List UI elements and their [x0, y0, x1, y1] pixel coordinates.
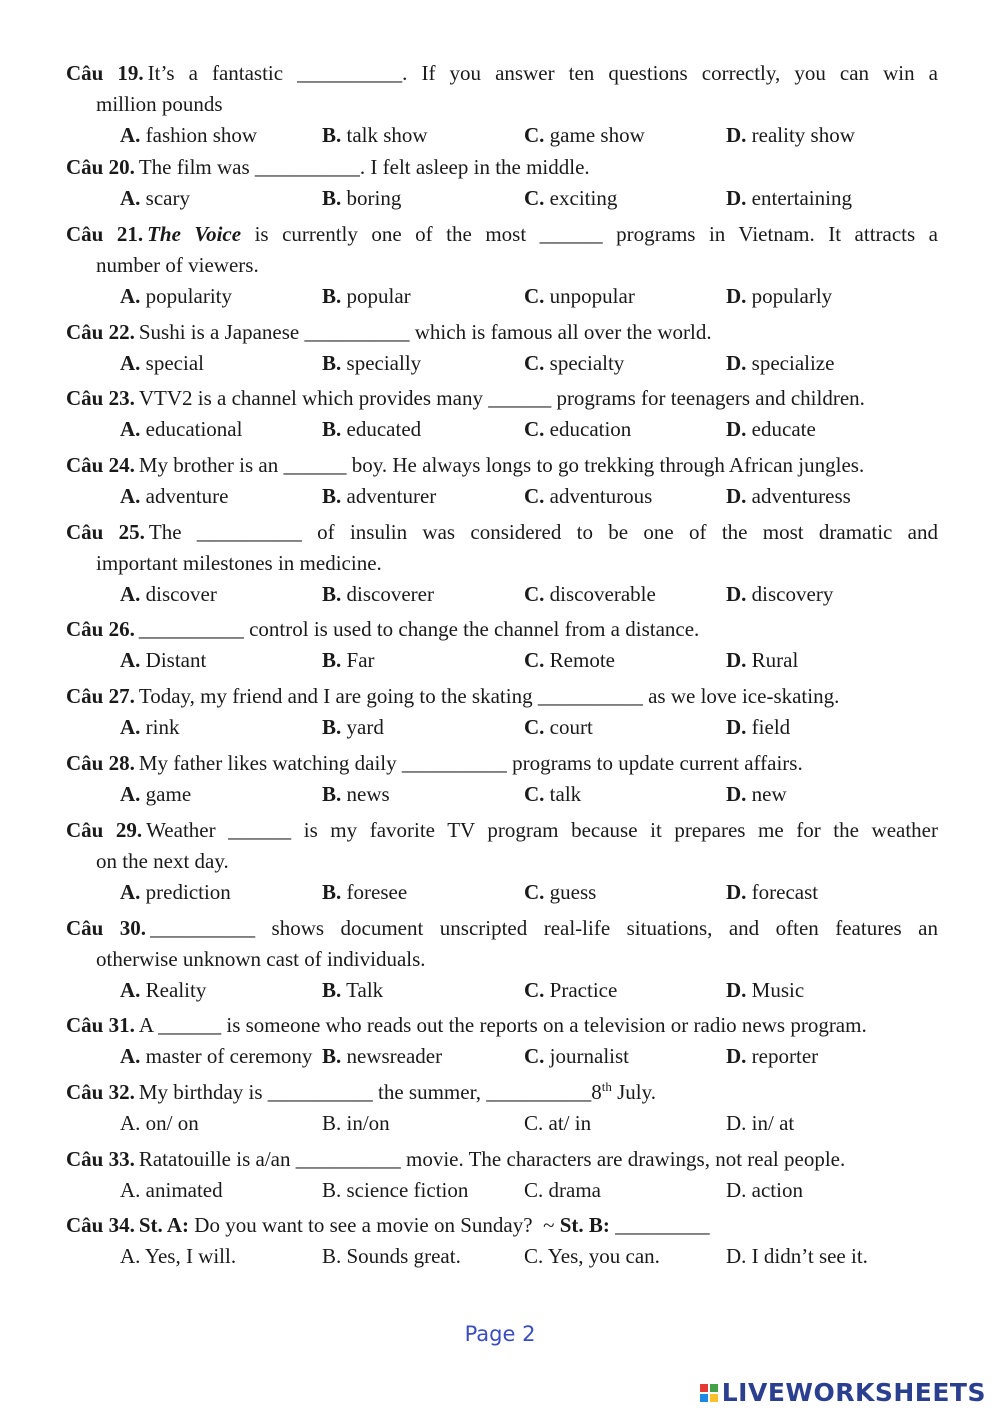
option-letter: A.	[120, 880, 141, 904]
option-letter: B.	[322, 186, 342, 210]
option-text: forecast	[751, 880, 819, 904]
question-29	[66, 815, 938, 908]
answer-options	[66, 348, 938, 379]
question-text-tail: July.	[611, 1080, 657, 1104]
option-a[interactable]	[120, 481, 322, 512]
option-text: scary	[145, 186, 190, 210]
option-letter: C.	[524, 484, 545, 508]
option-d[interactable]	[726, 579, 928, 610]
question-stem	[66, 913, 938, 944]
program-title-text: The Voice	[147, 222, 242, 246]
option-letter: A.	[120, 978, 141, 1002]
option-text: Reality	[145, 978, 207, 1002]
option-c[interactable]	[524, 1041, 726, 1072]
question-34	[66, 1210, 938, 1272]
option-text: master of ceremony	[145, 1044, 313, 1068]
option-text: new	[751, 782, 787, 806]
answer-options	[66, 877, 938, 908]
option-d[interactable]	[726, 1108, 928, 1139]
question-number: Câu 25.	[66, 520, 145, 544]
option-text: unpopular	[549, 284, 635, 308]
option-letter: A.	[120, 648, 141, 672]
option-letter: B.	[322, 417, 342, 441]
option-text: foresee	[346, 880, 408, 904]
option-c[interactable]	[524, 281, 726, 312]
option-b[interactable]	[322, 877, 524, 908]
option-text: specialize	[751, 351, 835, 375]
option-letter: C.	[524, 648, 545, 672]
option-b[interactable]	[322, 481, 524, 512]
option-letter: D.	[726, 582, 747, 606]
option-text: C. Yes, you can.	[524, 1244, 660, 1268]
question-stem	[66, 219, 938, 250]
option-letter: B.	[322, 880, 342, 904]
question-number: Câu 32.	[66, 1080, 135, 1104]
option-letter: B.	[322, 1044, 342, 1068]
option-letter: C.	[524, 186, 545, 210]
question-number: Câu 30.	[66, 916, 147, 940]
option-text: adventure	[145, 484, 229, 508]
answer-options	[66, 975, 938, 1006]
option-a[interactable]	[120, 877, 322, 908]
option-c[interactable]	[524, 120, 726, 151]
option-letter: A.	[120, 484, 141, 508]
option-text: prediction	[145, 880, 231, 904]
option-text: entertaining	[751, 186, 852, 210]
option-b[interactable]	[322, 579, 524, 610]
answer-options	[66, 281, 938, 312]
option-c[interactable]	[524, 348, 726, 379]
option-text: game	[145, 782, 192, 806]
option-text: adventurer	[346, 484, 437, 508]
option-a[interactable]	[120, 645, 322, 676]
option-d[interactable]	[726, 645, 928, 676]
speaker-b-label: St. B:	[559, 1213, 610, 1237]
option-letter: A.	[120, 351, 141, 375]
option-letter: B.	[322, 123, 342, 147]
question-stem	[66, 1010, 938, 1041]
option-text: special	[145, 351, 204, 375]
option-letter: D.	[726, 1044, 747, 1068]
option-a[interactable]	[120, 1175, 322, 1206]
question-text: Weather ______ is my favorite TV program because it prepares me for the weather	[146, 818, 938, 842]
answer-options	[66, 645, 938, 676]
question-text: A ______ is someone who reads out the reports on a television or radio news program.	[138, 1013, 867, 1037]
option-c[interactable]	[524, 645, 726, 676]
question-stem	[66, 152, 938, 183]
option-letter: D.	[726, 484, 747, 508]
speaker-a-text: Do you want to see a movie on Sunday? ~	[189, 1213, 560, 1237]
question-stem	[66, 815, 938, 846]
question-20	[66, 152, 938, 214]
question-stem	[66, 748, 938, 779]
question-24	[66, 450, 938, 512]
option-letter: D.	[726, 186, 747, 210]
option-text: newsreader	[346, 1044, 443, 1068]
question-stem-continued: number of viewers.	[96, 253, 259, 277]
option-b[interactable]	[322, 975, 524, 1006]
question-text: The film was __________. I felt asleep in the middle.	[138, 155, 590, 179]
option-letter: C.	[524, 123, 545, 147]
option-text: Talk	[346, 978, 384, 1002]
option-text: specialty	[549, 351, 625, 375]
option-a[interactable]	[120, 1108, 322, 1139]
answer-options	[66, 779, 938, 810]
question-number: Câu 21.	[66, 222, 144, 246]
question-32	[66, 1077, 938, 1139]
option-b[interactable]	[322, 1041, 524, 1072]
option-d[interactable]	[726, 414, 928, 445]
option-a[interactable]	[120, 348, 322, 379]
option-c[interactable]	[524, 481, 726, 512]
option-text: guess	[549, 880, 597, 904]
answer-options	[66, 1041, 938, 1072]
option-a[interactable]	[120, 120, 322, 151]
question-text: __________ shows document unscripted real-life situations, and often features an	[150, 916, 938, 940]
option-letter: B.	[322, 484, 342, 508]
option-letter: C.	[524, 1044, 545, 1068]
option-letter: D.	[726, 648, 747, 672]
option-text: Remote	[549, 648, 615, 672]
option-letter: A.	[120, 123, 141, 147]
option-text: A. animated	[120, 1178, 223, 1202]
question-text: The __________ of insulin was considered to be one of the most dramatic and	[148, 520, 938, 544]
question-stem	[66, 614, 938, 645]
question-number: Câu 28.	[66, 751, 135, 775]
option-text: popularly	[751, 284, 833, 308]
question-stem	[66, 383, 938, 414]
question-stem	[66, 1144, 938, 1175]
question-stem	[66, 1077, 938, 1108]
question-31	[66, 1010, 938, 1072]
option-b[interactable]	[322, 414, 524, 445]
option-d[interactable]	[726, 1241, 928, 1272]
question-number: Câu 26.	[66, 617, 135, 641]
option-d[interactable]	[726, 348, 928, 379]
option-letter: A.	[120, 1044, 141, 1068]
option-letter: A.	[120, 782, 141, 806]
option-b[interactable]	[322, 1175, 524, 1206]
answer-options	[66, 481, 938, 512]
question-stem	[66, 681, 938, 712]
question-number: Câu 20.	[66, 155, 135, 179]
option-letter: D.	[726, 782, 747, 806]
option-text: talk	[549, 782, 582, 806]
option-text: B. science fiction	[322, 1178, 469, 1202]
question-text: Ratatouille is a/an __________ movie. The characters are drawings, not real people.	[138, 1147, 846, 1171]
question-30	[66, 913, 938, 1006]
option-text: fashion show	[145, 123, 258, 147]
answer-options	[66, 1175, 938, 1206]
option-text: exciting	[549, 186, 618, 210]
option-a[interactable]	[120, 183, 322, 214]
option-letter: B.	[322, 782, 342, 806]
question-stem	[66, 517, 938, 548]
option-letter: C.	[524, 284, 545, 308]
option-b[interactable]	[322, 348, 524, 379]
option-letter: B.	[322, 978, 342, 1002]
question-number: Câu 34.	[66, 1213, 135, 1237]
page-number: Page 2	[464, 1322, 536, 1346]
option-text: reality show	[751, 123, 855, 147]
question-stem	[66, 450, 938, 481]
option-text: B. in/on	[322, 1111, 390, 1135]
option-text: field	[751, 715, 791, 739]
question-stem-continued: on the next day.	[96, 849, 229, 873]
question-22	[66, 317, 938, 379]
question-28	[66, 748, 938, 810]
question-25	[66, 517, 938, 610]
option-b[interactable]	[322, 1241, 524, 1272]
option-letter: D.	[726, 978, 747, 1002]
option-c[interactable]	[524, 1175, 726, 1206]
option-text: journalist	[549, 1044, 629, 1068]
option-letter: D.	[726, 417, 747, 441]
liveworksheets-brand[interactable]	[700, 1378, 986, 1407]
option-b[interactable]	[322, 1108, 524, 1139]
option-d[interactable]	[726, 712, 928, 743]
option-letter: D.	[726, 284, 747, 308]
question-number: Câu 22.	[66, 320, 135, 344]
option-c[interactable]	[524, 779, 726, 810]
option-text: boring	[346, 186, 402, 210]
option-letter: C.	[524, 978, 545, 1002]
question-33	[66, 1144, 938, 1206]
option-a[interactable]	[120, 579, 322, 610]
option-text: D. in/ at	[726, 1111, 795, 1135]
question-23	[66, 383, 938, 445]
question-stem	[66, 1210, 938, 1241]
option-text: A. Yes, I will.	[120, 1244, 237, 1268]
question-number: Câu 33.	[66, 1147, 135, 1171]
option-text: game show	[549, 123, 645, 147]
answer-blank: _________	[609, 1213, 710, 1237]
option-text: talk show	[346, 123, 428, 147]
option-text: adventurous	[549, 484, 653, 508]
option-b[interactable]	[322, 712, 524, 743]
option-d[interactable]	[726, 779, 928, 810]
option-letter: C.	[524, 715, 545, 739]
option-text: A. on/ on	[120, 1111, 199, 1135]
option-letter: A.	[120, 284, 141, 308]
question-text: My birthday is __________ the summer, __________8	[138, 1080, 602, 1104]
option-b[interactable]	[322, 120, 524, 151]
option-b[interactable]	[322, 779, 524, 810]
question-stem	[66, 58, 938, 89]
question-number: Câu 29.	[66, 818, 143, 842]
option-a[interactable]	[120, 712, 322, 743]
option-b[interactable]	[322, 183, 524, 214]
option-text: news	[346, 782, 390, 806]
option-letter: C.	[524, 782, 545, 806]
option-c[interactable]	[524, 414, 726, 445]
option-letter: D.	[726, 351, 747, 375]
brand-name: LIVEWORKSHEETS	[721, 1378, 986, 1407]
answer-options	[66, 1241, 938, 1272]
option-text: Far	[346, 648, 375, 672]
option-text: B. Sounds great.	[322, 1244, 461, 1268]
option-letter: A.	[120, 186, 141, 210]
option-text: Practice	[549, 978, 618, 1002]
option-letter: A.	[120, 417, 141, 441]
option-c[interactable]	[524, 1108, 726, 1139]
option-letter: A.	[120, 582, 141, 606]
option-b[interactable]	[322, 645, 524, 676]
option-c[interactable]	[524, 877, 726, 908]
option-c[interactable]	[524, 183, 726, 214]
option-letter: C.	[524, 351, 545, 375]
option-text: specially	[346, 351, 422, 375]
question-text: __________ control is used to change the channel from a distance.	[138, 617, 700, 641]
option-a[interactable]	[120, 414, 322, 445]
option-letter: B.	[322, 351, 342, 375]
option-letter: C.	[524, 582, 545, 606]
option-c[interactable]	[524, 975, 726, 1006]
question-stem-continued: important milestones in medicine.	[96, 551, 382, 575]
question-26	[66, 614, 938, 676]
option-text: discover	[145, 582, 217, 606]
answer-options	[66, 712, 938, 743]
option-a[interactable]	[120, 779, 322, 810]
question-number: Câu 31.	[66, 1013, 135, 1037]
question-text: My brother is an ______ boy. He always longs to go trekking through African jungles.	[138, 453, 865, 477]
option-text: C. drama	[524, 1178, 601, 1202]
option-text: popularity	[145, 284, 232, 308]
answer-options	[66, 579, 938, 610]
option-text: D. action	[726, 1178, 803, 1202]
question-21	[66, 219, 938, 312]
answer-options	[66, 414, 938, 445]
answer-options	[66, 183, 938, 214]
option-d[interactable]	[726, 120, 928, 151]
question-text: VTV2 is a channel which provides many ______ programs for teenagers and children.	[138, 386, 865, 410]
option-d[interactable]	[726, 1175, 928, 1206]
option-text: C. at/ in	[524, 1111, 592, 1135]
option-text: Rural	[751, 648, 799, 672]
option-letter: C.	[524, 417, 545, 441]
option-letter: D.	[726, 123, 747, 147]
option-d[interactable]	[726, 1041, 928, 1072]
option-text: D. I didn’t see it.	[726, 1244, 868, 1268]
question-number: Câu 23.	[66, 386, 135, 410]
option-text: discoverable	[549, 582, 656, 606]
option-text: popular	[346, 284, 411, 308]
question-19	[66, 58, 938, 151]
option-letter: B.	[322, 582, 342, 606]
question-number: Câu 19.	[66, 61, 144, 85]
option-letter: B.	[322, 284, 342, 308]
option-text: reporter	[751, 1044, 819, 1068]
answer-options	[66, 120, 938, 151]
option-text: educational	[145, 417, 243, 441]
option-text: discovery	[751, 582, 834, 606]
question-text: My father likes watching daily __________ programs to update current affairs.	[138, 751, 803, 775]
question-stem	[66, 317, 938, 348]
answer-options	[66, 1108, 938, 1139]
option-text: yard	[346, 715, 384, 739]
option-text: Distant	[145, 648, 207, 672]
question-stem-continued: otherwise unknown cast of individuals.	[96, 947, 426, 971]
option-d[interactable]	[726, 183, 928, 214]
question-stem-continued: million pounds	[96, 92, 223, 116]
option-text: educate	[751, 417, 816, 441]
option-letter: B.	[322, 715, 342, 739]
option-c[interactable]	[524, 579, 726, 610]
option-text: education	[549, 417, 632, 441]
option-a[interactable]	[120, 975, 322, 1006]
option-text: Music	[751, 978, 805, 1002]
question-27	[66, 681, 938, 743]
option-letter: D.	[726, 715, 747, 739]
option-letter: D.	[726, 880, 747, 904]
option-text: court	[549, 715, 593, 739]
option-letter: B.	[322, 648, 342, 672]
option-d[interactable]	[726, 877, 928, 908]
option-c[interactable]	[524, 712, 726, 743]
option-letter: C.	[524, 880, 545, 904]
option-d[interactable]	[726, 975, 928, 1006]
question-text: Sushi is a Japanese __________ which is famous all over the world.	[138, 320, 712, 344]
liveworksheets-logo-icon	[700, 1384, 718, 1402]
option-c[interactable]	[524, 1241, 726, 1272]
option-d[interactable]	[726, 281, 928, 312]
option-text: educated	[346, 417, 422, 441]
question-number: Câu 24.	[66, 453, 135, 477]
option-text: rink	[145, 715, 180, 739]
option-a[interactable]	[120, 1041, 322, 1072]
option-a[interactable]	[120, 281, 322, 312]
ordinal-suffix: th	[601, 1079, 612, 1094]
question-number: Câu 27.	[66, 684, 135, 708]
question-text: Today, my friend and I are going to the skating __________ as we love ice-skating.	[138, 684, 840, 708]
question-text: It’s a fantastic __________. If you answer ten questions correctly, you can win a	[147, 61, 938, 85]
option-letter: A.	[120, 715, 141, 739]
option-text: adventuress	[751, 484, 851, 508]
speaker-a-label: St. A:	[138, 1213, 190, 1237]
option-d[interactable]	[726, 481, 928, 512]
question-text: is currently one of the most ______ programs in Vietnam. It attracts a	[241, 222, 938, 246]
option-text: discoverer	[346, 582, 434, 606]
option-a[interactable]	[120, 1241, 322, 1272]
option-b[interactable]	[322, 281, 524, 312]
